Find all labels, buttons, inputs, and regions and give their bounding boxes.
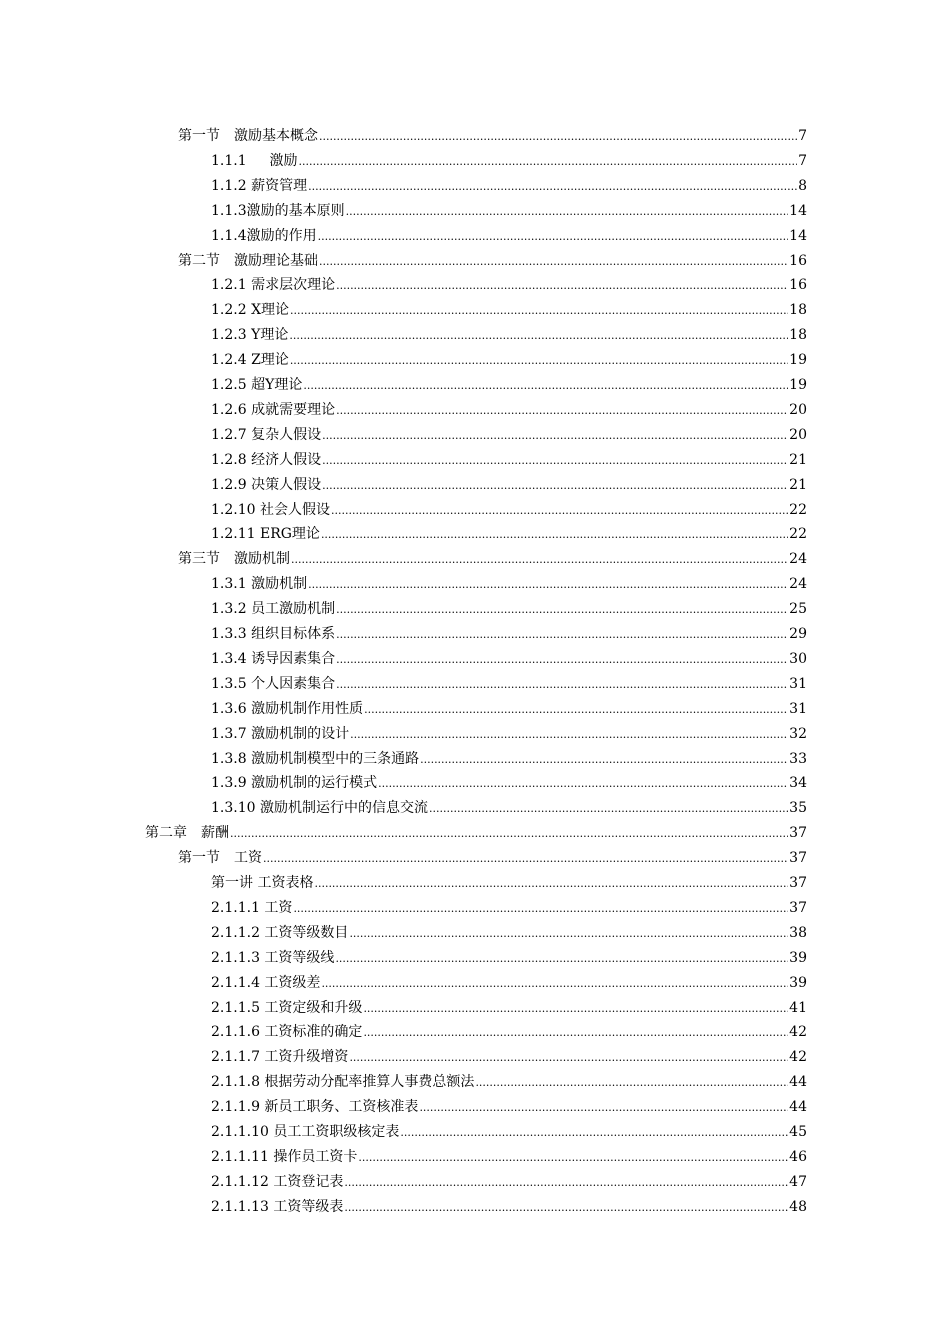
toc-leader-dots [344, 1196, 788, 1219]
toc-page-number: 19 [789, 377, 807, 393]
toc-entry-title: 1.3.5 个人因素集合 [211, 676, 336, 692]
toc-page-number: 33 [789, 751, 807, 767]
toc-entry-title: 2.1.1.12 工资登记表 [211, 1174, 344, 1190]
toc-leader-dots [331, 499, 788, 522]
toc-entry-title: 1.3.7 激励机制的设计 [211, 726, 350, 742]
toc-leader-dots [349, 922, 788, 945]
toc-page-number: 35 [789, 800, 807, 816]
toc-page-number: 30 [789, 651, 807, 667]
toc-page-number: 22 [789, 502, 807, 518]
toc-entry-title: 2.1.1.9 新员工职务、工资核准表 [211, 1099, 419, 1115]
toc-entry[interactable] [211, 648, 807, 670]
toc-entry[interactable] [211, 374, 807, 396]
toc-page-number: 24 [789, 576, 807, 592]
toc-page-number: 25 [789, 601, 807, 617]
toc-page-number: 14 [789, 228, 807, 244]
toc-entry[interactable] [211, 797, 807, 819]
toc-page-number: 37 [789, 825, 807, 841]
toc-leader-dots [308, 573, 788, 596]
toc-page-number: 37 [789, 875, 807, 891]
toc-entry-title: 1.3.6 激励机制作用性质 [211, 701, 364, 717]
toc-entry[interactable] [178, 847, 807, 869]
toc-entry[interactable] [211, 972, 807, 994]
toc-entry[interactable] [211, 399, 807, 421]
toc-page-number: 19 [789, 352, 807, 368]
toc-leader-dots [318, 225, 789, 248]
toc-leader-dots [335, 947, 788, 970]
toc-page-number: 8 [798, 178, 807, 194]
toc-entry[interactable] [211, 623, 807, 645]
toc-entry-title: 2.1.1.11 操作员工资卡 [211, 1149, 358, 1165]
toc-leader-dots [378, 772, 788, 795]
toc-entry-title: 2.1.1.7 工资升级增资 [211, 1049, 349, 1065]
toc-entry[interactable] [211, 1021, 807, 1043]
toc-entry-title: 2.1.1.10 员工工资职级核定表 [211, 1124, 400, 1140]
toc-leader-dots [299, 150, 798, 173]
toc-entry[interactable] [211, 1046, 807, 1068]
toc-leader-dots [350, 723, 788, 746]
toc-page-number: 20 [789, 427, 807, 443]
toc-entry-title: 1.2.6 成就需要理论 [211, 402, 336, 418]
toc-entry-title: 第一节 工资 [178, 850, 262, 866]
toc-entry[interactable] [211, 349, 807, 371]
toc-entry-title: 1.2.1 需求层次理论 [211, 277, 336, 293]
toc-leader-dots [321, 972, 788, 995]
toc-entry[interactable] [211, 424, 807, 446]
toc-leader-dots [346, 200, 789, 223]
toc-entry[interactable] [211, 772, 807, 794]
toc-leader-dots [290, 349, 788, 372]
toc-entry[interactable] [211, 698, 807, 720]
toc-leader-dots [289, 324, 788, 347]
toc-entry-title: 第三节 激励机制 [178, 551, 290, 567]
toc-entry[interactable] [211, 324, 807, 346]
toc-entry[interactable] [211, 200, 807, 222]
toc-entry-title: 1.1.3激励的基本原则 [211, 203, 345, 219]
toc-page-number: 45 [789, 1124, 807, 1140]
toc-page-number: 44 [789, 1099, 807, 1115]
toc-page-number: 42 [789, 1024, 807, 1040]
toc-leader-dots [293, 897, 788, 920]
toc-leader-dots [419, 1096, 788, 1119]
toc-entry-title: 1.3.3 组织目标体系 [211, 626, 336, 642]
toc-page-number: 46 [789, 1149, 807, 1165]
toc-leader-dots [364, 698, 788, 721]
toc-entry-title: 1.2.7 复杂人假设 [211, 427, 322, 443]
toc-entry[interactable] [211, 1196, 807, 1218]
toc-leader-dots [321, 523, 788, 546]
toc-leader-dots [336, 399, 788, 422]
toc-page-number: 16 [789, 253, 807, 269]
toc-entry-title: 第一讲 工资表格 [211, 875, 314, 891]
toc-leader-dots [400, 1121, 788, 1144]
toc-entry-title: 1.3.10 激励机制运行中的信息交流 [211, 800, 428, 816]
toc-leader-dots [322, 474, 788, 497]
toc-entry[interactable] [211, 225, 807, 247]
toc-entry[interactable] [178, 125, 807, 147]
toc-entry-title: 1.1.1 激励 [211, 153, 298, 169]
toc-entry[interactable] [211, 449, 807, 471]
toc-leader-dots [344, 1171, 788, 1194]
toc-leader-dots [429, 797, 788, 820]
toc-leader-dots [263, 847, 788, 870]
toc-leader-dots [349, 1046, 788, 1069]
toc-leader-dots [303, 374, 788, 397]
toc-leader-dots [420, 748, 788, 771]
toc-page-number: 44 [789, 1074, 807, 1090]
toc-entry-title: 1.2.9 决策人假设 [211, 477, 322, 493]
toc-entry[interactable] [211, 1171, 807, 1193]
toc-leader-dots [322, 449, 788, 472]
toc-leader-dots [230, 822, 788, 845]
toc-page-number: 22 [789, 526, 807, 542]
toc-entry-title: 1.1.2 薪资管理 [211, 178, 308, 194]
toc-entry[interactable] [211, 150, 807, 172]
toc-entry[interactable] [211, 499, 807, 521]
toc-leader-dots [363, 997, 788, 1020]
toc-entry[interactable] [211, 872, 807, 894]
toc-entry[interactable] [211, 1096, 807, 1118]
toc-entry-title: 1.3.9 激励机制的运行模式 [211, 775, 378, 791]
toc-entry[interactable] [211, 673, 807, 695]
toc-page-number: 41 [789, 1000, 807, 1016]
toc-entry-title: 2.1.1.8 根据劳动分配率推算人事费总额法 [211, 1074, 475, 1090]
toc-page-number: 42 [789, 1049, 807, 1065]
toc-entry[interactable] [211, 723, 807, 745]
toc-page-number: 20 [789, 402, 807, 418]
toc-page-number: 39 [789, 950, 807, 966]
toc-entry-title: 1.3.1 激励机制 [211, 576, 308, 592]
toc-leader-dots [322, 424, 788, 447]
toc-entry-title: 1.2.8 经济人假设 [211, 452, 322, 468]
toc-entry[interactable] [211, 897, 807, 919]
toc-entry[interactable] [211, 922, 807, 944]
toc-page-number: 21 [789, 477, 807, 493]
toc-page-number: 47 [789, 1174, 807, 1190]
toc-page-number: 48 [789, 1199, 807, 1215]
toc-entry-title: 1.3.2 员工激励机制 [211, 601, 336, 617]
toc-entry[interactable] [211, 274, 807, 296]
toc-entry-title: 2.1.1.5 工资定级和升级 [211, 1000, 363, 1016]
toc-page-number: 21 [789, 452, 807, 468]
toc-leader-dots [336, 274, 788, 297]
toc-entry-title: 1.2.3 Y理论 [211, 327, 289, 343]
toc-entry[interactable] [211, 1071, 807, 1093]
toc-leader-dots [336, 648, 788, 671]
toc-entry[interactable] [211, 997, 807, 1019]
toc-page-number: 18 [789, 327, 807, 343]
toc-leader-dots [308, 175, 797, 198]
toc-leader-dots [291, 548, 788, 571]
toc-page-number: 32 [789, 726, 807, 742]
toc-page-number: 39 [789, 975, 807, 991]
toc-entry-title: 第一节 激励基本概念 [178, 128, 318, 144]
toc-entry[interactable] [178, 548, 807, 570]
toc-entry[interactable] [178, 250, 807, 272]
toc-page-number: 16 [789, 277, 807, 293]
toc-entry[interactable] [211, 523, 807, 545]
toc-entry[interactable] [211, 175, 807, 197]
toc-entry-title: 1.2.11 ERG理论 [211, 526, 320, 542]
toc-entry-title: 1.2.10 社会人假设 [211, 502, 330, 518]
toc-entry-title: 1.2.4 Z理论 [211, 352, 289, 368]
toc-page-number: 29 [789, 626, 807, 642]
toc-entry-title: 2.1.1.3 工资等级线 [211, 950, 335, 966]
toc-page-number: 7 [798, 153, 807, 169]
toc-entry-title: 1.3.8 激励机制模型中的三条通路 [211, 751, 420, 767]
toc-page-number: 38 [789, 925, 807, 941]
toc-entry[interactable] [211, 474, 807, 496]
toc-leader-dots [319, 250, 788, 273]
toc-page-number: 7 [798, 128, 807, 144]
toc-leader-dots [336, 598, 788, 621]
toc-leader-dots [319, 125, 797, 148]
toc-entry[interactable] [145, 822, 807, 844]
toc-entry-title: 1.2.5 超Y理论 [211, 377, 303, 393]
toc-entry-title: 2.1.1.1 工资 [211, 900, 293, 916]
toc-page-number: 24 [789, 551, 807, 567]
toc-entry[interactable] [211, 598, 807, 620]
toc-entry-title: 第二章 薪酬 [145, 825, 229, 841]
toc-leader-dots [336, 623, 788, 646]
toc-leader-dots [314, 872, 788, 895]
toc-leader-dots [358, 1146, 788, 1169]
toc-page-number: 37 [789, 900, 807, 916]
toc-entry[interactable] [211, 299, 807, 321]
toc-leader-dots [475, 1071, 788, 1094]
toc-entry-title: 2.1.1.6 工资标准的确定 [211, 1024, 363, 1040]
toc-entry-title: 2.1.1.2 工资等级数目 [211, 925, 349, 941]
toc-entry-title: 1.2.2 X理论 [211, 302, 290, 318]
toc-page-number: 14 [789, 203, 807, 219]
toc-leader-dots [336, 673, 788, 696]
toc-entry-title: 第二节 激励理论基础 [178, 253, 318, 269]
toc-entry[interactable] [211, 1146, 807, 1168]
toc-entry[interactable] [211, 573, 807, 595]
toc-leader-dots [363, 1021, 788, 1044]
toc-entry-title: 1.1.4激励的作用 [211, 228, 317, 244]
toc-entry[interactable] [211, 947, 807, 969]
toc-entry-title: 2.1.1.13 工资等级表 [211, 1199, 344, 1215]
toc-entry[interactable] [211, 748, 807, 770]
toc-page-number: 37 [789, 850, 807, 866]
toc-page-number: 31 [789, 701, 807, 717]
toc-page-number: 31 [789, 676, 807, 692]
toc-page-number: 34 [789, 775, 807, 791]
toc-page-number: 18 [789, 302, 807, 318]
toc-leader-dots [290, 299, 788, 322]
toc-entry-title: 1.3.4 诱导因素集合 [211, 651, 336, 667]
toc-entry[interactable] [211, 1121, 807, 1143]
toc-entry-title: 2.1.1.4 工资级差 [211, 975, 321, 991]
